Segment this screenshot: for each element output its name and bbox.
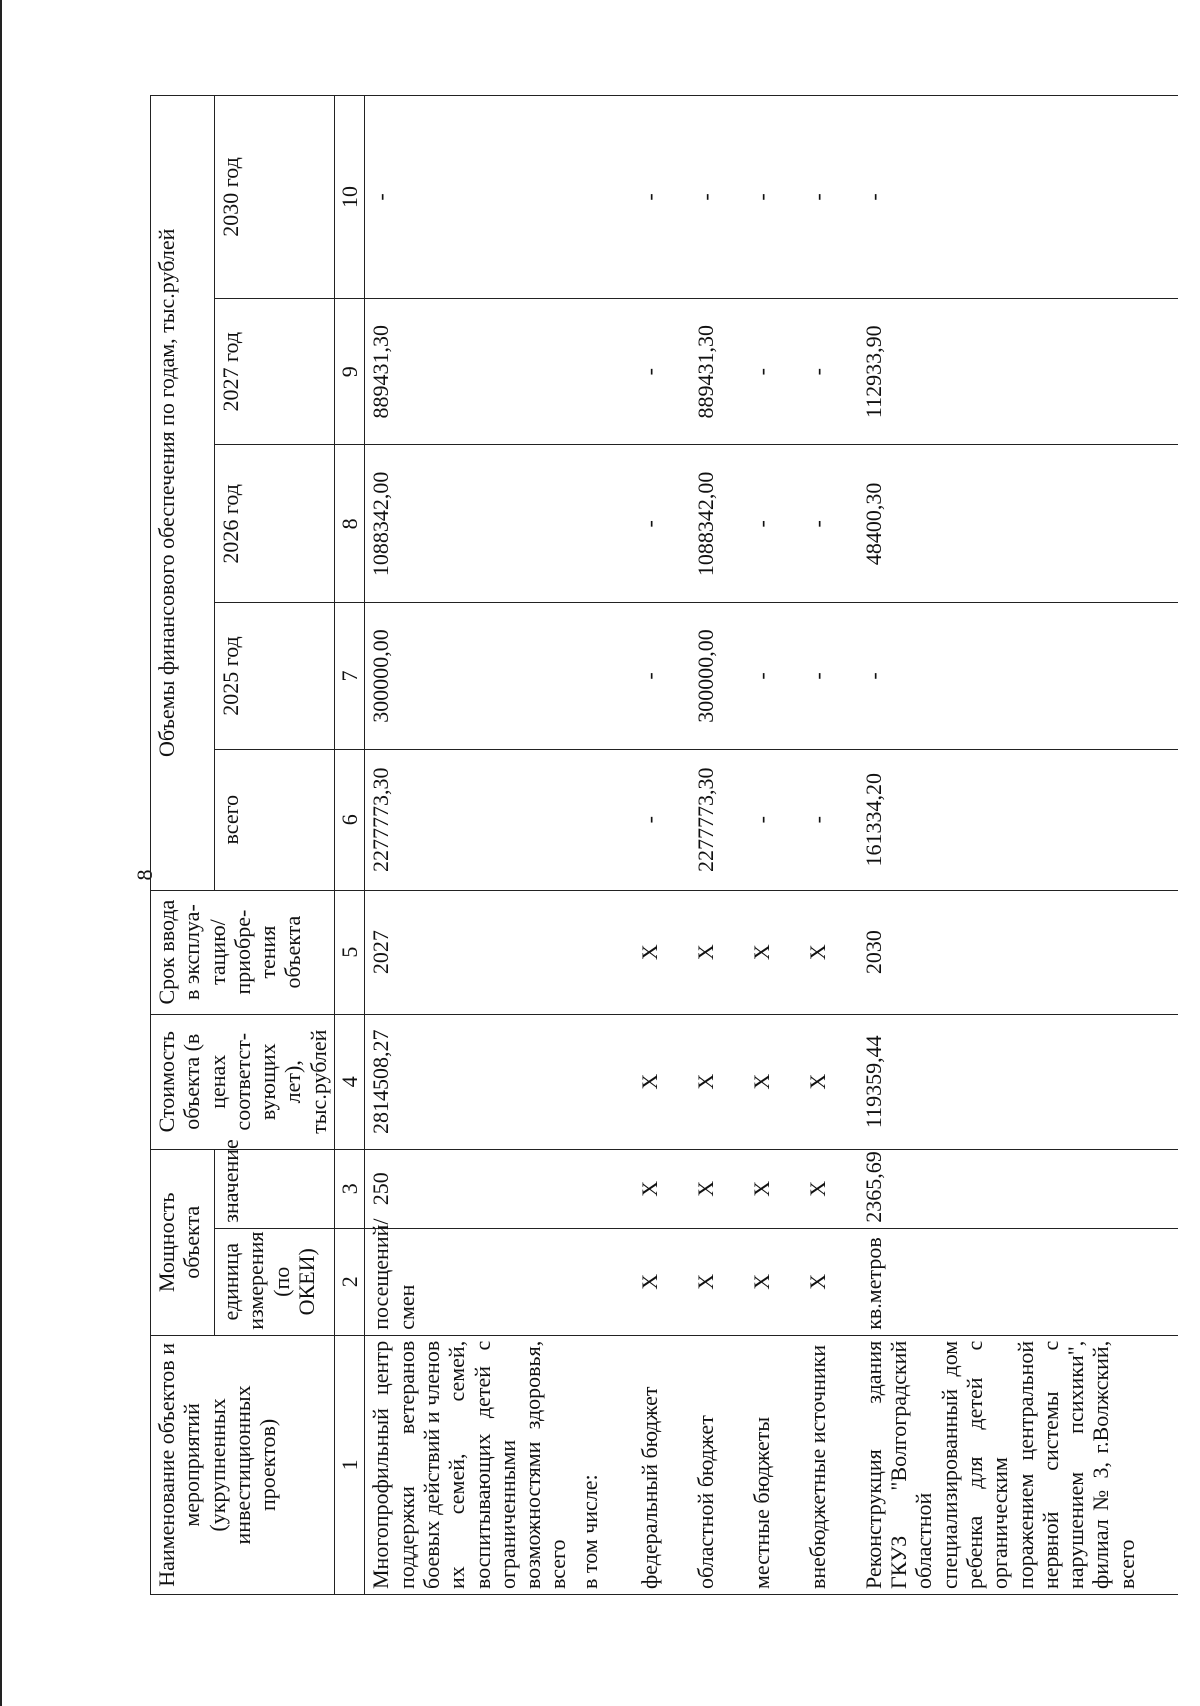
header-term: Срок ввода в эксплуа-тацию/ приобре-тения объекта — [151, 890, 335, 1014]
row-2026: 48400,30 — [858, 445, 1178, 603]
header-2027: 2027 год — [214, 298, 334, 445]
row-2025: - — [802, 603, 858, 750]
row-total: - — [634, 749, 690, 890]
table-row — [690, 96, 746, 1595]
column-number: 10 — [335, 96, 365, 299]
row-2025 — [574, 603, 634, 750]
row-2030 — [574, 96, 634, 299]
row-total: - — [802, 749, 858, 890]
row-value — [574, 1149, 634, 1228]
row-term: 2030 — [858, 890, 1178, 1014]
row-value: Х — [802, 1149, 858, 1228]
table-row — [746, 96, 802, 1595]
header-unit: единица измерения (по ОКЕИ) — [214, 1228, 334, 1335]
row-total — [574, 749, 634, 890]
row-name: внебюджетные источники — [802, 1335, 858, 1594]
row-value: 2365,69 — [858, 1149, 1178, 1228]
table-row — [634, 96, 690, 1595]
table-header — [151, 96, 365, 1595]
row-total: - — [746, 749, 802, 890]
financing-table — [150, 95, 1200, 1595]
page-edge-rule — [0, 0, 2, 1706]
row-value: Х — [746, 1149, 802, 1228]
row-2025: 300000,00 — [365, 603, 574, 750]
row-2030: - — [802, 96, 858, 299]
header-total: всего — [214, 749, 334, 890]
column-number: 6 — [335, 749, 365, 890]
table-row — [802, 96, 858, 1595]
table-body — [365, 96, 1178, 1595]
row-cost: 2814508,27 — [365, 1014, 574, 1149]
header-object-name: Наименование объектов и мероприятий (укрупненных инвестиционных проектов) — [151, 1335, 335, 1594]
row-2025: 300000,00 — [690, 603, 746, 750]
row-name: Многопрофильный центр поддержки ветеранов боевых действий и членов их семей, семей, воспитывающих детей с ограниченными возможностями здоровья, всего — [365, 1335, 574, 1594]
row-2026 — [574, 445, 634, 603]
row-2027: 112933,90 — [858, 298, 1178, 445]
row-value: Х — [634, 1149, 690, 1228]
row-2026: 1088342,00 — [365, 445, 574, 603]
row-cost: Х — [802, 1014, 858, 1149]
row-value: 250 — [365, 1149, 574, 1228]
table-row — [858, 96, 1178, 1595]
header-value: значение — [214, 1149, 334, 1228]
row-2025: - — [858, 603, 1178, 750]
header-capacity: Мощность объекта — [151, 1149, 215, 1335]
row-term: Х — [802, 890, 858, 1014]
row-term: Х — [746, 890, 802, 1014]
row-name: областной бюджет — [690, 1335, 746, 1594]
row-2030: - — [634, 96, 690, 299]
column-number: 4 — [335, 1014, 365, 1149]
row-2025: - — [746, 603, 802, 750]
row-total: 161334,20 — [858, 749, 1178, 890]
row-2030: - — [690, 96, 746, 299]
column-number: 8 — [335, 445, 365, 603]
row-cost — [574, 1014, 634, 1149]
row-cost: 119359,44 — [858, 1014, 1178, 1149]
page-number: 8 — [132, 869, 157, 881]
row-unit: кв.метров — [858, 1228, 1178, 1335]
header-2025: 2025 год — [214, 603, 334, 750]
row-cost: Х — [746, 1014, 802, 1149]
row-2026: - — [634, 445, 690, 603]
row-unit — [574, 1228, 634, 1335]
table-row — [365, 96, 574, 1595]
column-number: 9 — [335, 298, 365, 445]
row-2027: - — [746, 298, 802, 445]
row-unit: Х — [634, 1228, 690, 1335]
row-2027 — [574, 298, 634, 445]
row-2027: 889431,30 — [690, 298, 746, 445]
row-2030: - — [365, 96, 574, 299]
row-2025: - — [634, 603, 690, 750]
row-term: Х — [690, 890, 746, 1014]
row-2027: - — [802, 298, 858, 445]
row-2027: 889431,30 — [365, 298, 574, 445]
row-cost: Х — [634, 1014, 690, 1149]
row-2030: - — [746, 96, 802, 299]
row-value: Х — [690, 1149, 746, 1228]
row-term — [574, 890, 634, 1014]
header-funding: Объемы финансового обеспечения по годам, тыс.рублей — [151, 96, 215, 891]
row-name: федеральный бюджет — [634, 1335, 690, 1594]
row-2026: 1088342,00 — [690, 445, 746, 603]
row-2026: - — [746, 445, 802, 603]
row-total: 2277773,30 — [690, 749, 746, 890]
header-2026: 2026 год — [214, 445, 334, 603]
row-2027: - — [634, 298, 690, 445]
row-unit: Х — [690, 1228, 746, 1335]
table-row — [574, 96, 634, 1595]
row-unit: посещений/ смен — [365, 1228, 574, 1335]
column-number: 3 — [335, 1149, 365, 1228]
row-2026: - — [802, 445, 858, 603]
row-term: Х — [634, 890, 690, 1014]
row-total: 2277773,30 — [365, 749, 574, 890]
row-unit: Х — [746, 1228, 802, 1335]
row-term: 2027 — [365, 890, 574, 1014]
row-unit: Х — [802, 1228, 858, 1335]
column-number: 1 — [335, 1335, 365, 1594]
row-cost: Х — [690, 1014, 746, 1149]
column-number: 7 — [335, 603, 365, 750]
table — [150, 95, 1178, 1595]
row-name: в том числе: — [574, 1335, 634, 1594]
header-cost: Стоимость объекта (в ценах соответст-вующих лет), тыс.рублей — [151, 1014, 335, 1149]
column-number: 5 — [335, 890, 365, 1014]
header-2030: 2030 год — [214, 96, 334, 299]
row-name: местные бюджеты — [746, 1335, 802, 1594]
row-name: Реконструкция здания ГКУЗ "Волгоградский областной специализированный дом ребенка для детей с органическим поражением центральной нервной системы с нарушением психики", филиал № 3, г.Волжский, всего — [858, 1335, 1178, 1594]
column-numbers-row — [335, 96, 365, 1595]
column-number: 2 — [335, 1228, 365, 1335]
row-2030: - — [858, 96, 1178, 299]
